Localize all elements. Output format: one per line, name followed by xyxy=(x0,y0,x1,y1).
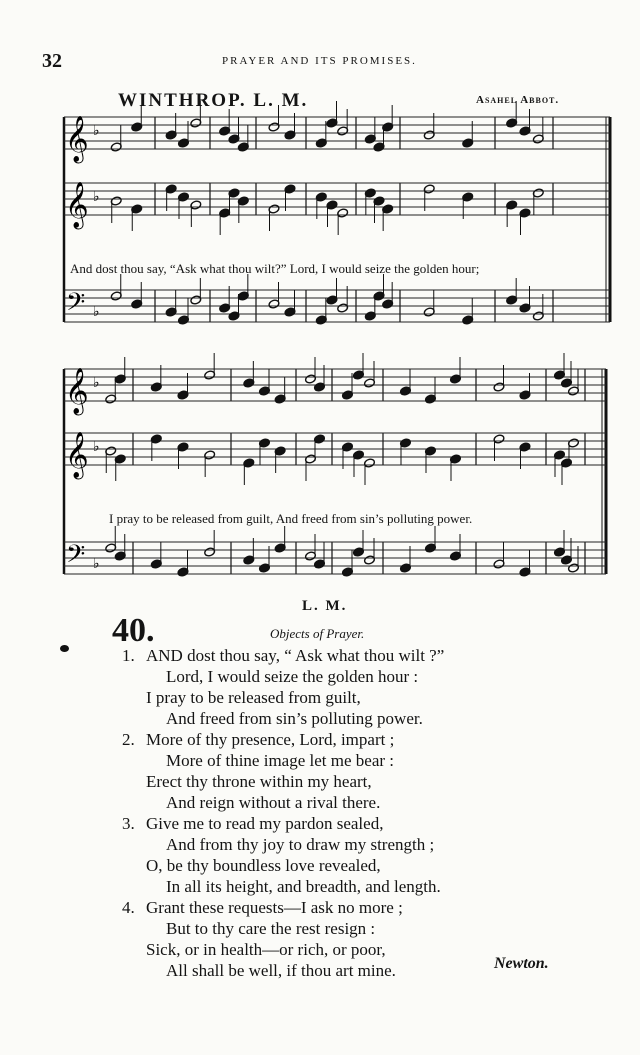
flat-sign: ♭ xyxy=(93,556,100,572)
verse-number: 2. xyxy=(122,730,135,749)
flat-sign: ♭ xyxy=(93,304,100,320)
hymn-author: Newton. xyxy=(494,955,549,972)
verse-line: In all its height, and breadth, and length. xyxy=(166,877,441,896)
tune-name: WINTHROP. L. M. xyxy=(118,90,309,111)
running-head: PRAYER AND ITS PROMISES. xyxy=(222,55,417,67)
hymn-title: Objects of Prayer. xyxy=(270,626,365,641)
flat-sign: ♭ xyxy=(93,439,100,455)
verse-line: Grant these requests—I ask no more ; xyxy=(146,898,403,917)
verse-line: And freed from sin’s polluting power. xyxy=(166,709,423,728)
verse-line: Lord, I would seize the golden hour : xyxy=(166,667,419,686)
verse-line: And from thy joy to draw my strength ; xyxy=(166,835,435,854)
bass-clef: 𝄢 xyxy=(66,288,86,323)
lyric-line-2: I pray to be released from guilt, And freed from sin’s polluting power. xyxy=(109,511,473,526)
verse-line: O, be thy boundless love revealed, xyxy=(146,856,381,875)
page-ink-mark xyxy=(60,645,69,652)
verse-line: I pray to be released from guilt, xyxy=(146,688,361,707)
verse-line: More of thine image let me bear : xyxy=(166,751,394,770)
verse-line: Give me to read my pardon sealed, xyxy=(146,814,384,833)
treble-clef: 𝄞 xyxy=(65,432,89,478)
verse-line: All shall be well, if thou art mine. xyxy=(166,961,396,980)
lyric-line-1: And dost thou say, “Ask what thou wilt?” Lord, I would seize the golden hour; xyxy=(70,261,480,276)
flat-sign: ♭ xyxy=(93,123,100,139)
flat-sign: ♭ xyxy=(93,375,100,391)
treble-clef: 𝄞 xyxy=(65,368,89,414)
verse-number: 4. xyxy=(122,898,135,917)
verse-line: But to thy care the rest resign : xyxy=(166,919,376,938)
page-number: 32 xyxy=(42,50,62,72)
verse-line: Sick, or in health—or rich, or poor, xyxy=(146,940,386,959)
verse-line: More of thy presence, Lord, impart ; xyxy=(146,730,395,749)
verse-number: 3. xyxy=(122,814,135,833)
treble-clef: 𝄞 xyxy=(65,182,89,228)
hymn-number: 40. xyxy=(112,612,155,649)
verse-line: AND dost thou say, “ Ask what thou wilt ?” xyxy=(146,646,445,665)
hymn-meter: L. M. xyxy=(302,598,348,614)
composer: Asahel Abbot. xyxy=(476,94,560,106)
verse-line: And reign without a rival there. xyxy=(166,793,381,812)
music-notation xyxy=(64,101,610,577)
bass-clef: 𝄢 xyxy=(66,540,86,575)
treble-clef: 𝄞 xyxy=(65,116,89,162)
verse-number: 1. xyxy=(122,646,135,665)
verse-line: Erect thy throne within my heart, xyxy=(146,772,372,791)
flat-sign: ♭ xyxy=(93,189,100,205)
